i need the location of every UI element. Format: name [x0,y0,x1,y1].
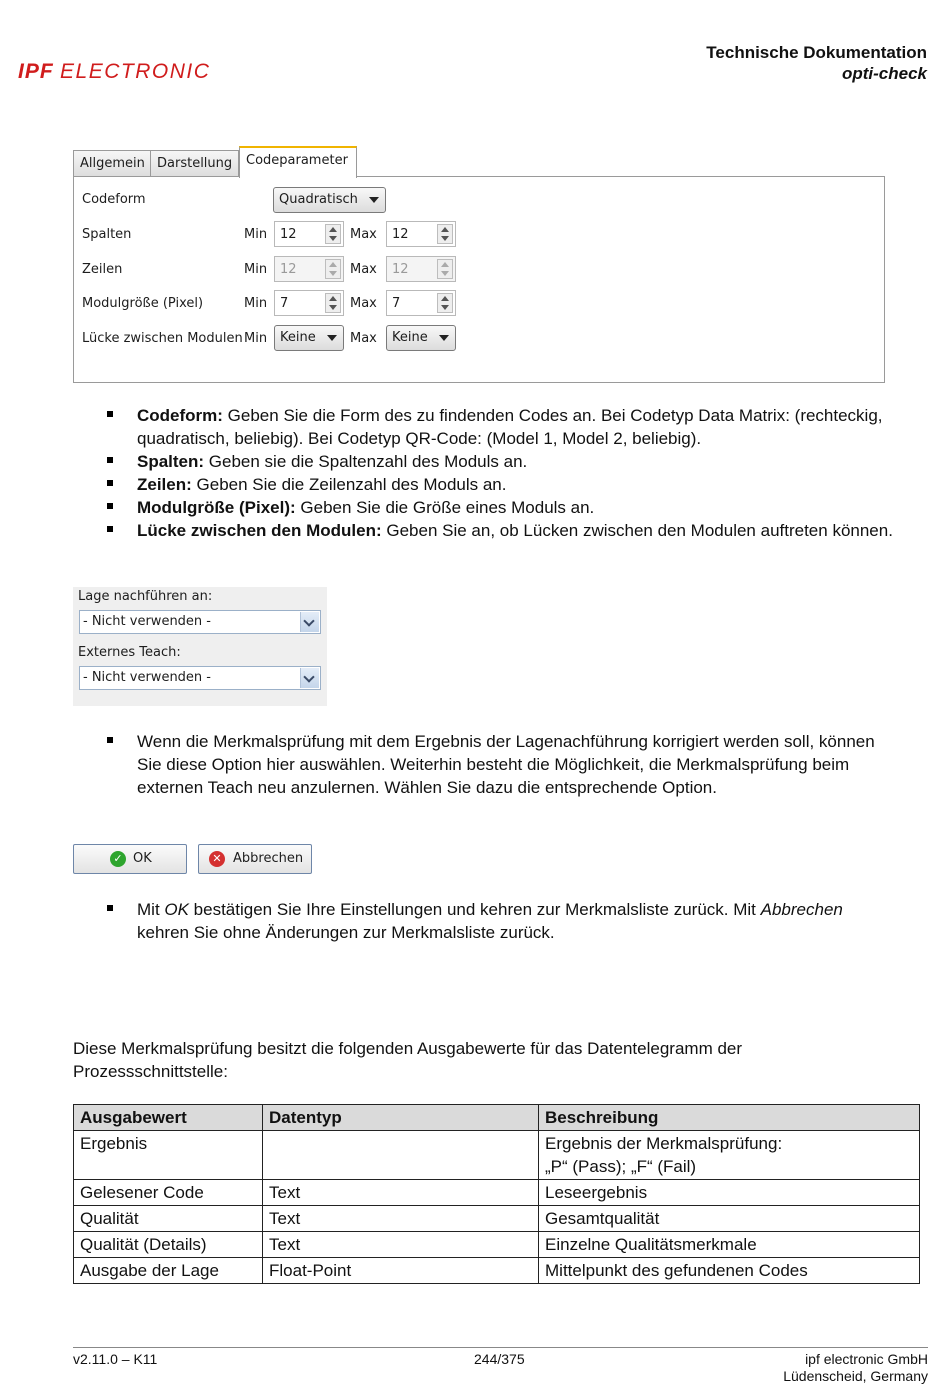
chevron-down-icon [327,335,337,341]
list-item: Lücke zwischen den Modulen: Geben Sie an, ob Lücken zwischen den Modulen auftreten können. [137,521,893,540]
luecke-min-label: Min [244,331,268,346]
table-cell: Ergebnis der Merkmalsprüfung: „P“ (Pass); „F“ (Fail) [539,1131,920,1180]
product-name: opti-check [841,64,927,83]
list-item: Codeform: Geben Sie die Form des zu findenden Codes an. Bei Codetyp Data Matrix: (rechteckig, [137,406,883,425]
chevron-down-icon [369,197,379,203]
list-item-continuation: Sie diese Option hier auswählen. Weiterhin besteht die Möglichkeit, die Merkmalsprüfung beim [137,755,850,774]
list-item: Wenn die Merkmalsprüfung mit dem Ergebnis der Lagenachführung korrigiert werden soll, können [137,732,875,751]
table-cell: Ausgabe der Lage [74,1258,263,1284]
logo-electronic-text: ELECTRONIC [60,60,211,83]
cancel-button[interactable]: ✕ Abbrechen [198,844,312,874]
table-cell: Einzelne Qualitätsmerkmale [539,1232,920,1258]
tab-codeparameter[interactable]: Codeparameter [239,146,357,178]
list-item: Mit OK bestätigen Sie Ihre Einstellungen und kehren zur Merkmalsliste zurück. Mit Abbrechen [137,900,843,919]
table-row [74,1206,920,1232]
lage-dropdown[interactable]: - Nicht verwenden - [79,610,321,634]
table-cell: Mittelpunkt des gefundenen Codes [539,1258,920,1284]
table-cell: Qualität [74,1206,263,1232]
bullet-square-icon [107,737,113,743]
output-values-table [73,1104,920,1284]
chevron-down-icon [439,335,449,341]
table-cell: Qualität (Details) [74,1232,263,1258]
zeilen-max-spinner[interactable]: 12 [386,256,456,282]
codeform-label: Codeform [82,192,146,207]
table-row [74,1232,920,1258]
check-icon: ✓ [110,851,126,867]
footer-location: Lüdenscheid, Germany [783,1368,928,1384]
tab-darstellung[interactable]: Darstellung [150,150,239,176]
table-row [74,1258,920,1284]
bullet-square-icon [107,457,113,463]
close-icon: ✕ [209,851,225,867]
table-cell: Gesamtqualität [539,1206,920,1232]
footer-version: v2.11.0 – K11 [73,1351,158,1367]
list-item-continuation: kehren Sie ohne Änderungen zur Merkmalsliste zurück. [137,923,555,942]
luecke-label: Lücke zwischen Modulen [82,331,243,346]
luecke-min-select[interactable]: Keine [274,325,344,351]
doc-title: Technische Dokumentation [706,43,927,62]
zeilen-label: Zeilen [82,262,123,277]
codeform-select[interactable]: Quadratisch [273,187,386,213]
company-logo [18,60,210,84]
list-item-continuation: externen Teach neu anzulernen. Wählen Sie dazu die entsprechende Option. [137,778,717,797]
table-cell: Ergebnis [74,1131,263,1180]
lage-label: Lage nachführen an: [78,589,213,604]
footer-divider [73,1347,928,1348]
bullet-square-icon [107,526,113,532]
spalten-label: Spalten [82,227,132,242]
spinner-arrows-icon[interactable] [437,224,453,244]
list-item: Spalten: Geben sie die Spaltenzahl des Moduls an. [137,452,528,471]
table-cell: Float-Point [263,1258,539,1284]
table-cell [263,1131,539,1180]
spalten-min-spinner[interactable]: 12 [274,221,344,247]
externes-teach-dropdown[interactable]: - Nicht verwenden - [79,666,321,690]
table-cell: Text [263,1206,539,1232]
modulgroesse-min-label: Min [244,296,268,311]
table-cell: Text [263,1232,539,1258]
table-cell: Gelesener Code [74,1180,263,1206]
column-header: Beschreibung [539,1105,920,1131]
table-row [74,1131,920,1180]
footer-page-number: 244/375 [474,1351,525,1367]
zeilen-min-label: Min [244,262,268,277]
bullet-square-icon [107,503,113,509]
zeilen-max-label: Max [350,262,377,277]
output-intro: Diese Merkmalsprüfung besitzt die folgenden Ausgabewerte für das Datentelegramm der Prozessschnittstelle: [73,1039,743,1081]
spalten-max-spinner[interactable]: 12 [386,221,456,247]
list-item-continuation: quadratisch, beliebig). Bei Codetyp QR-Code: (Model 1, Model 2, beliebig). [137,429,702,448]
spalten-min-label: Min [244,227,268,242]
luecke-max-select[interactable]: Keine [386,325,456,351]
table-cell: Leseergebnis [539,1180,920,1206]
zeilen-min-spinner[interactable]: 12 [274,256,344,282]
modulgroesse-max-spinner[interactable]: 7 [386,290,456,316]
spinner-arrows-icon[interactable] [437,259,453,279]
spalten-max-label: Max [350,227,377,242]
spinner-arrows-icon[interactable] [325,293,341,313]
chevron-down-icon[interactable] [300,612,319,632]
externes-teach-label: Externes Teach: [78,645,181,660]
spinner-arrows-icon[interactable] [325,259,341,279]
column-header: Datentyp [263,1105,539,1131]
table-header-row [74,1105,920,1131]
bullet-square-icon [107,411,113,417]
list-item: Modulgröße (Pixel): Geben Sie die Größe eines Moduls an. [137,498,595,517]
table-row [74,1180,920,1206]
list-item: Zeilen: Geben Sie die Zeilenzahl des Moduls an. [137,475,507,494]
bullet-square-icon [107,480,113,486]
modulgroesse-max-label: Max [350,296,377,311]
spinner-arrows-icon[interactable] [325,224,341,244]
bullet-square-icon [107,905,113,911]
table-cell: Text [263,1180,539,1206]
luecke-max-label: Max [350,331,377,346]
footer-company: ipf electronic GmbH [805,1351,928,1367]
chevron-down-icon[interactable] [300,668,319,688]
tab-allgemein[interactable]: Allgemein [73,150,151,176]
modulgroesse-min-spinner[interactable]: 7 [274,290,344,316]
spinner-arrows-icon[interactable] [437,293,453,313]
ok-button[interactable]: ✓ OK [73,844,187,874]
tab-panel [73,176,885,383]
logo-ipf-text: IPF [18,60,54,83]
modulgroesse-label: Modulgröße (Pixel) [82,296,204,311]
column-header: Ausgabewert [74,1105,263,1131]
